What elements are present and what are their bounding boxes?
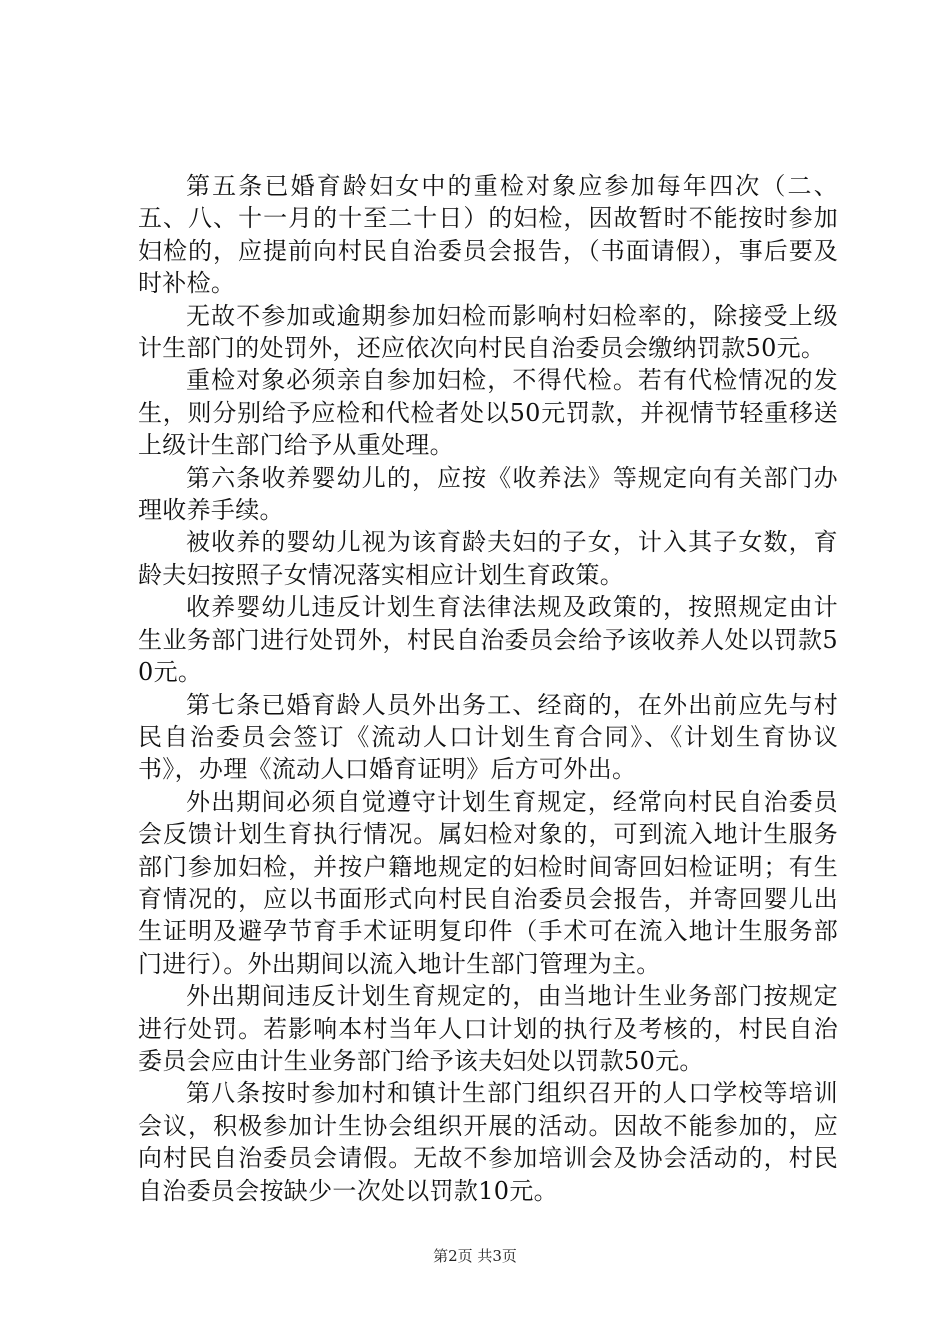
- paragraph-article-7-duties: 外出期间必须自觉遵守计划生育规定，经常向村民自治委员会反馈计划生育执行情况。属妇检对象的，可到流入地计生服务部门参加妇检，并按户籍地规定的妇检时间寄回妇检证明；有生育情况的，应以书面形式向村民自治委员会报告，并寄回婴儿出生证明及避孕节育手术证明复印件（手术可在流入地计生服务部门进行）。外出期间以流入地计生部门管理为主。: [138, 787, 838, 978]
- page-number-footer: 第2页 共3页: [433, 1247, 517, 1265]
- paragraph-article-7-penalty: 外出期间违反计划生育规定的，由当地计生业务部门按规定进行处罚。若影响本村当年人口计划的执行及考核的，村民自治委员会应由计生业务部门给予该夫妇处以罚款50元。: [138, 982, 838, 1075]
- paragraph-article-6-penalty: 收养婴幼儿违反计划生育法律法规及政策的，按照规定由计生业务部门进行处罚外，村民自治委员会给予该收养人处以罚款50元。: [138, 593, 838, 687]
- paragraph-article-6-children: 被收养的婴幼儿视为该育龄夫妇的子女，计入其子女数，育龄夫妇按照子女情况落实相应计划生育政策。: [138, 528, 838, 589]
- paragraph-article-5-proxy: 重检对象必须亲自参加妇检，不得代检。若有代检情况的发生，则分别给予应检和代检者处以50元罚款，并视情节轻重移送上级计生部门给予从重处理。: [138, 366, 838, 460]
- paragraph-article-5: 第五条已婚育龄妇女中的重检对象应参加每年四次（二、五、八、十一月的十至二十日）的妇检，因故暂时不能按时参加妇检的，应提前向村民自治委员会报告，（书面请假），事后要及时补检。: [138, 172, 838, 298]
- document-body: [138, 170, 838, 1207]
- paragraph-article-7: 第七条已婚育龄人员外出务工、经商的，在外出前应先与村民自治委员会签订《流动人口计划生育合同》、《计划生育协议书》，办理《流动人口婚育证明》后方可外出。: [138, 690, 838, 784]
- paragraph-article-8: 第八条按时参加村和镇计生部门组织召开的人口学校等培训会议，积极参加计生协会组织开展的活动。因故不能参加的，应向村民自治委员会请假。无故不参加培训会及协会活动的，村民自治委员会按缺少一次处以罚款10元。: [138, 1079, 838, 1205]
- paragraph-article-6: 第六条收养婴幼儿的，应按《收养法》等规定向有关部门办理收养手续。: [138, 463, 838, 525]
- paragraph-article-5-penalty: 无故不参加或逾期参加妇检而影响村妇检率的，除接受上级计生部门的处罚外，还应依次向村民自治委员会缴纳罚款50元。: [138, 301, 838, 363]
